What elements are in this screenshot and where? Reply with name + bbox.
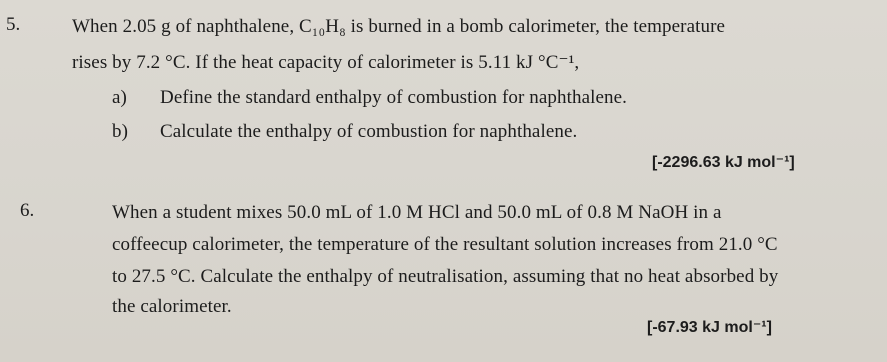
question-5a-text: Define the standard enthalpy of combustion for naphthalene. (160, 87, 628, 108)
question-5-answer: [-2296.63 kJ mol⁻¹] (652, 154, 795, 171)
question-6-line-4: the calorimeter. (112, 296, 232, 317)
question-5b-label: b) (112, 121, 129, 142)
question-5-number: 5. (6, 14, 21, 35)
question-6-number: 6. (20, 200, 35, 221)
question-6-line-2: coffeecup calorimeter, the temperature of the resultant solution increases from 21.0 °C (112, 234, 778, 255)
question-6-answer: [-67.93 kJ mol⁻¹] (647, 319, 772, 336)
question-5a-label: a) (112, 87, 127, 108)
question-6-line-1: When a student mixes 50.0 mL of 1.0 M HCl and 50.0 mL of 0.8 M NaOH in a (112, 202, 722, 223)
question-5-line-1: When 2.05 g of naphthalene, C₁₀H₈ is burned in a bomb calorimeter, the temperature (72, 16, 726, 37)
question-5b-text: Calculate the enthalpy of combustion for naphthalene. (160, 121, 578, 142)
question-5-line-2: rises by 7.2 °C. If the heat capacity of calorimeter is 5.11 kJ °C⁻¹, (72, 52, 580, 73)
question-6-line-3: to 27.5 °C. Calculate the enthalpy of neutralisation, assuming that no heat absorbed by (112, 266, 779, 287)
